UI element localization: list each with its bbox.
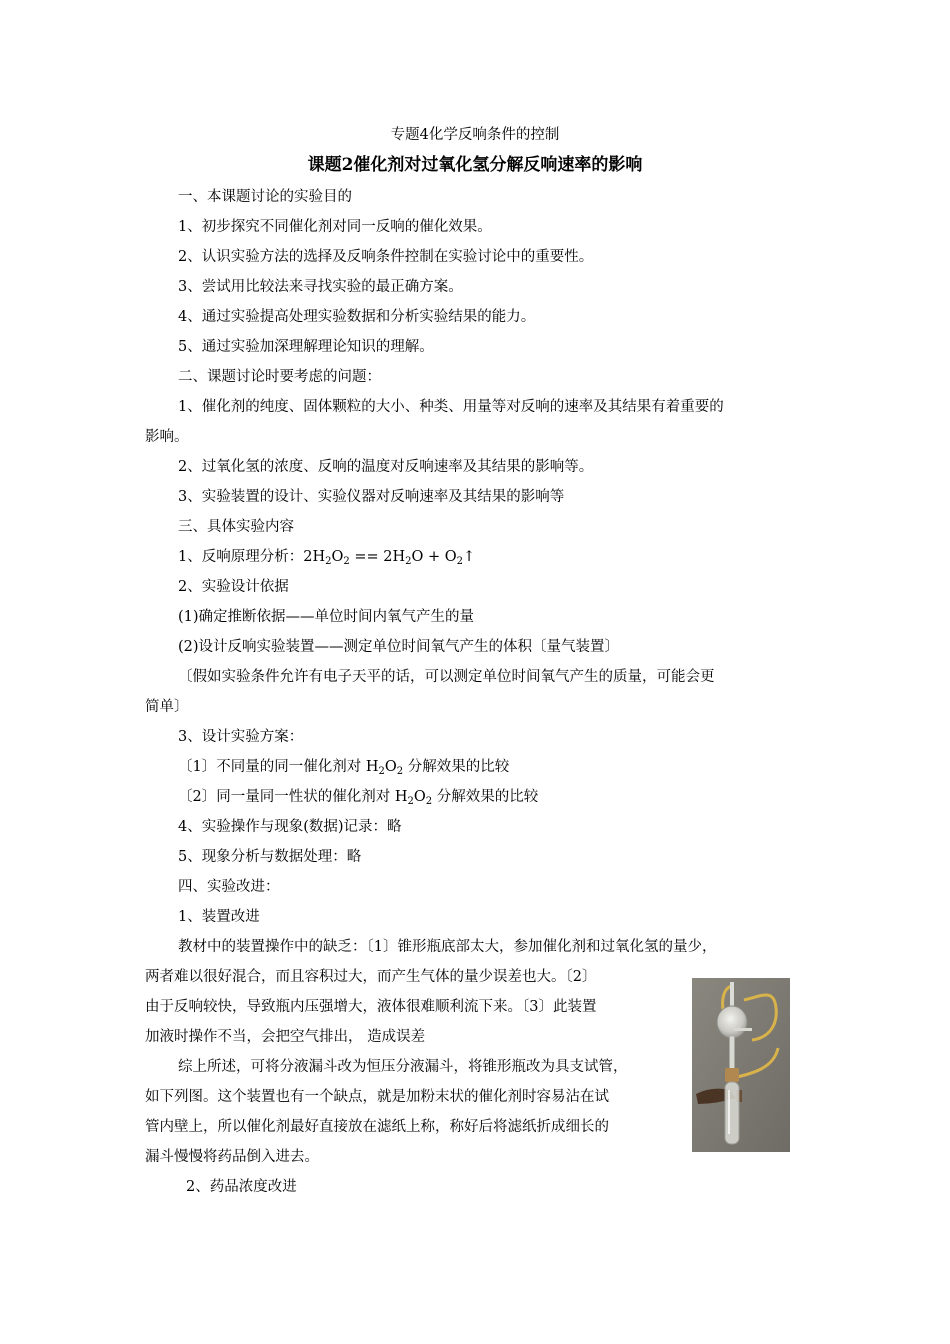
funnel-bulb [717, 1006, 747, 1038]
objective-item: 1、初步探究不同催化剂对同一反响的催化效果。 [178, 219, 492, 235]
plan-item: 〔1〕不同量的同一催化剂对 $H_2O_2$ 分解效果的比较 [178, 759, 510, 777]
reaction-equation: $2H_2O_2 == 2H_2O$ + $O_2↑$ [303, 549, 476, 567]
glass-highlight [728, 1090, 730, 1134]
section-heading-2: 二、课题讨论时要考虑的问题： [178, 369, 381, 385]
section-heading-1: 一、本课题讨论的实验目的 [178, 189, 352, 205]
paragraph-line: 漏斗慢慢将药品倒入进去。 [145, 1149, 319, 1165]
paragraph-line: 如下列图。这个装置也有一个缺点，就是加粉末状的催化剂时容易沾在试 [145, 1089, 609, 1105]
funnel-tube [730, 1036, 735, 1070]
consideration-item: 1、催化剂的纯度、固体颗粒的大小、种类、用量等对反响的速率及其结果有着重要的 [178, 399, 724, 415]
principle-label: 1、反响原理分析： [178, 549, 304, 565]
objective-item: 5、通过实验加深理解理论知识的理解。 [178, 339, 434, 355]
consideration-item: 3、实验装置的设计、实验仪器对反响速率及其结果的影响等 [178, 489, 565, 505]
improvement-subheading: 1、装置改进 [178, 909, 260, 925]
plan-item: 〔2〕同一量同一性状的催化剂对 $H_2O_2$ 分解效果的比较 [178, 789, 539, 807]
objective-item: 2、认识实验方法的选择及反响条件控制在实验讨论中的重要性。 [178, 249, 594, 265]
analysis-item: 5、现象分析与数据处理：略 [178, 849, 362, 865]
paragraph-line: 管内壁上，所以催化剂最好直接放在滤纸上称，称好后将滤纸折成细长的 [145, 1119, 609, 1135]
section-heading-4: 四、实验改进： [178, 879, 280, 895]
paragraph-line: 加液时操作不当，会把空气排出， 造成误差 [145, 1029, 426, 1045]
reaction-principle [178, 547, 475, 567]
document-subtitle: 专题4化学反响条件的控制 [390, 127, 560, 143]
improvement-subheading: 2、药品浓度改进 [186, 1179, 297, 1195]
design-basis-item: (2)设计反响实验装置——测定单位时间氧气产生的体积〔量气装置〕 [178, 639, 620, 655]
cork-stopper [725, 1068, 739, 1082]
design-basis: 2、实验设计依据 [178, 579, 289, 595]
section-heading-3: 三、具体实验内容 [178, 519, 294, 535]
plan-heading: 3、设计实验方案： [178, 729, 304, 745]
note-line-continued: 简单〕 [145, 699, 189, 715]
consideration-item: 2、过氧化氢的浓度、反响的温度对反响速率及其结果的影响等。 [178, 459, 594, 475]
objective-item: 3、尝试用比较法来寻找实验的最正确方案。 [178, 279, 463, 295]
paragraph-line: 综上所述，可将分液漏斗改为恒压分液漏斗，将锥形瓶改为具支试管， [178, 1059, 628, 1075]
document-title: 课题2催化剂对过氧化氢分解反响速率的影响 [307, 155, 643, 175]
objective-item: 4、通过实验提高处理实验数据和分析实验结果的能力。 [178, 309, 536, 325]
apparatus-illustration [692, 978, 790, 1152]
side-arm [734, 1028, 752, 1031]
apparatus-photo [692, 978, 790, 1152]
design-basis-item: (1)确定推断依据——单位时间内氧气产生的量 [178, 609, 475, 625]
test-tube [725, 1082, 739, 1144]
paragraph-line: 由于反响较快，导致瓶内压强增大，液体很难顺利流下来。〔3〕此装置 [145, 999, 597, 1015]
note-line: 〔假如实验条件允许有电子天平的话，可以测定单位时间氧气产生的质量，可能会更 [178, 669, 715, 685]
consideration-item-continued: 影响。 [145, 429, 189, 445]
paragraph-line: 两者难以很好混合，而且容积过大，而产生气体的量少误差也大。〔2〕 [145, 969, 597, 985]
record-item: 4、实验操作与现象(数据)记录：略 [178, 819, 402, 835]
funnel-stem [730, 982, 734, 1008]
paragraph-line: 教材中的装置操作中的缺乏：〔1〕锥形瓶底部太大，参加催化剂和过氧化氢的量少， [178, 939, 717, 955]
